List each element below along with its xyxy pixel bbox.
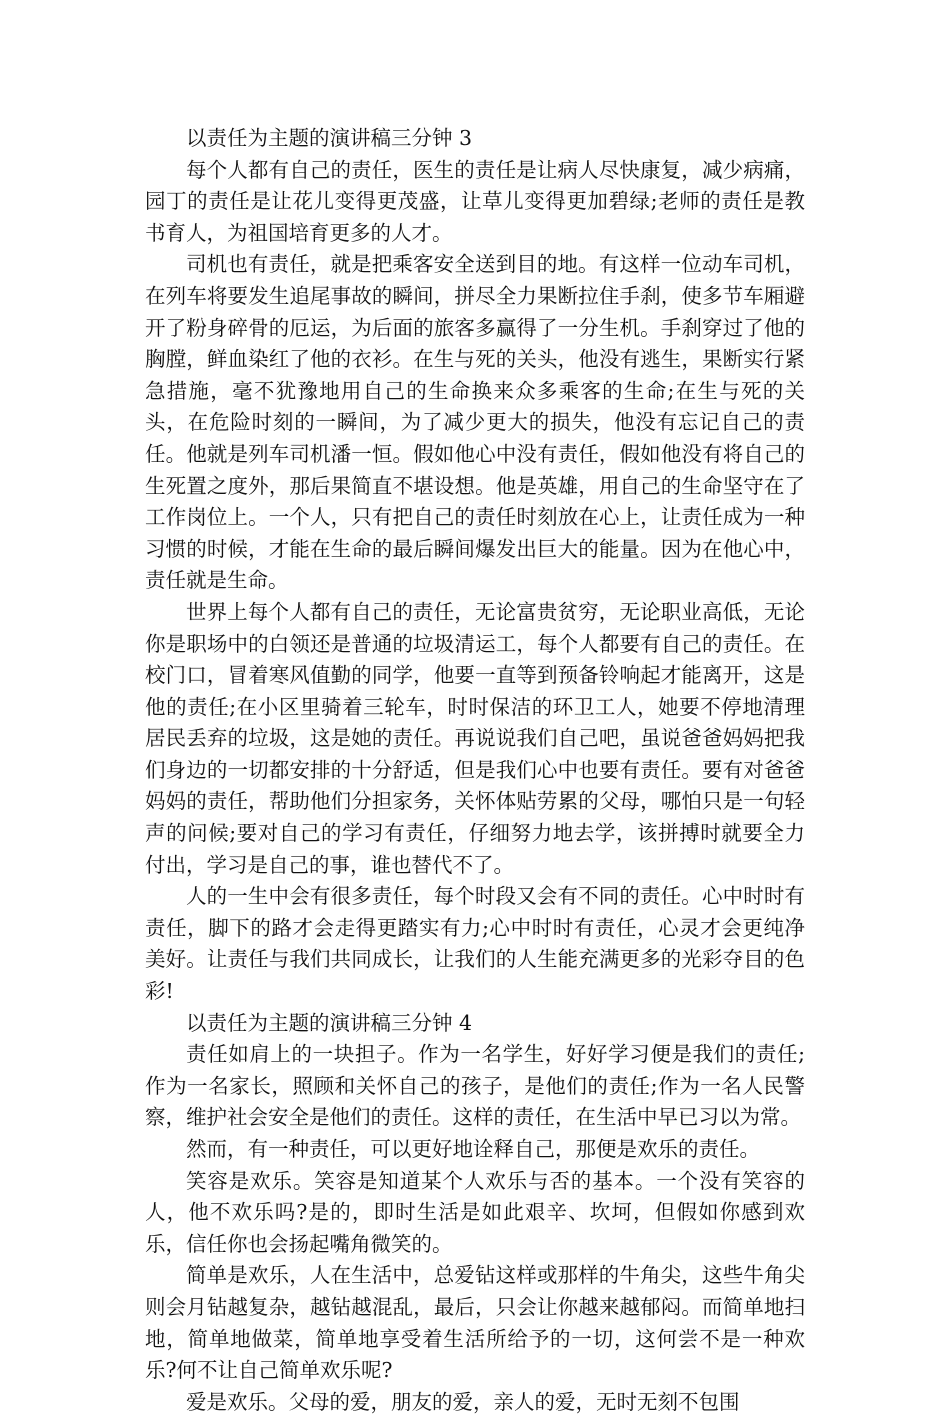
section-heading: 以责任为主题的演讲稿三分钟 4 xyxy=(186,1010,473,1035)
section-heading: 以责任为主题的演讲稿三分钟 3 xyxy=(186,126,473,150)
paragraph: 人的一生中会有很多责任，每个时段又会有不同的责任。心中时时有责任，脚下的路才会走得更踏实有力;心中时时有责任，心灵才会更纯净美好。让责任与我们共同成长，让我们的人生能充满更多的光彩夺目的色彩! xyxy=(145,884,805,1004)
paragraph: 每个人都有自己的责任，医生的责任是让病人尽快康复，减少病痛，园丁的责任是让花儿变得更茂盛，让草儿变得更加碧绿;老师的责任是教书育人，为祖国培育更多的人才。 xyxy=(145,157,805,245)
paragraph: 笑容是欢乐。笑容是知道某个人欢乐与否的基本。一个没有笑容的人，他不欢乐吗?是的，即时生活是如此艰辛、坎坷，但假如你感到欢乐，信任你也会扬起嘴角微笑的。 xyxy=(145,1168,805,1256)
paragraph: 爱是欢乐。父母的爱，朋友的爱，亲人的爱，无时无刻不包围 xyxy=(186,1389,740,1414)
document-body xyxy=(145,123,805,1418)
paragraph: 世界上每个人都有自己的责任，无论富贵贫穷，无论职业高低，无论你是职场中的白领还是普通的垃圾清运工，每个人都要有自己的责任。在校门口，冒着寒风值勤的同学，他要一直等到预备铃响起才能离开，这是他的责任;在小区里骑着三轮车，时时保洁的环卫工人，她要不停地清理居民丢弃的垃圾，这是她的责任。再说说我们自己吧，虽说爸爸妈妈把我们身边的一切都安排的十分舒适，但是我们心中也要有责任。要有对爸爸妈妈的责任，帮助他们分担家务，关怀体贴劳累的父母，哪怕只是一句轻声的问候;要对自己的学习有责任，仔细努力地去学，该拼搏时就要全力付出，学习是自己的事，谁也替代不了。 xyxy=(145,599,805,877)
paragraph: 司机也有责任，就是把乘客安全送到目的地。有这样一位动车司机，在列车将要发生追尾事故的瞬间，拼尽全力果断拉住手刹，使多节车厢避开了粉身碎骨的厄运，为后面的旅客多赢得了一分生机。手刹穿过了他的胸膛，鲜血染红了他的衣衫。在生与死的关头，他没有逃生，果断实行紧急措施，毫不犹豫地用自己的生命换来众多乘客的生命;在生与死的关头，在危险时刻的一瞬间，为了减少更大的损失，他没有忘记自己的责任。他就是列车司机潘一恒。假如他心中没有责任，假如他没有将自己的生死置之度外，那后果简直不堪设想。他是英雄，用自己的生命坚守在了工作岗位上。一个人，只有把自己的责任时刻放在心上，让责任成为一种习惯的时候，才能在生命的最后瞬间爆发出巨大的能量。因为在他心中，责任就是生命。 xyxy=(145,252,805,593)
paragraph: 责任如肩上的一块担子。作为一名学生，好好学习便是我们的责任;作为一名家长，照顾和关怀自己的孩子，是他们的责任;作为一名人民警察，维护社会安全是他们的责任。这样的责任，在生活中早已习以为常。 xyxy=(145,1042,805,1130)
paragraph: 然而，有一种责任，可以更好地诠释自己，那便是欢乐的责任。 xyxy=(186,1137,760,1161)
paragraph: 简单是欢乐，人在生活中，总爱钻这样或那样的牛角尖，这些牛角尖则会月钻越复杂，越钻越混乱，最后，只会让你越来越郁闷。而简单地扫地，简单地做菜，简单地享受着生活所给予的一切，这何尝不是一种欢乐?何不让自己简单欢乐呢? xyxy=(145,1263,805,1383)
